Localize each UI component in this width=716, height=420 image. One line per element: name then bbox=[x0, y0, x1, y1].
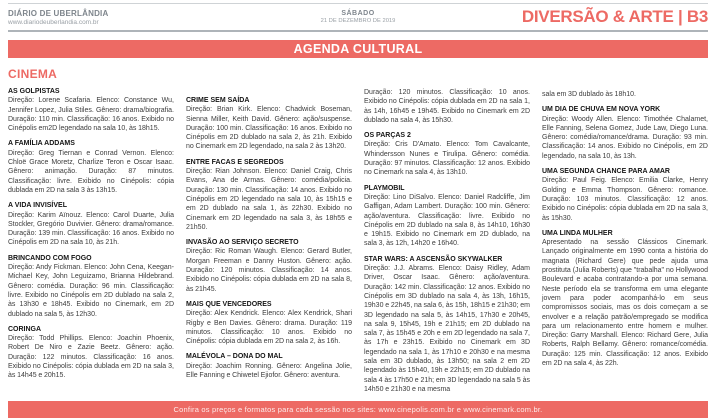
movie-details: Duração: 120 minutos. Classificação: 10 anos. Exibido no Cinépolis: cópia dublada em 2D na sala 1, às 14h, 16h45 e 19h45. Exibido no Cinemark em 2D dublado na sala 4, às 15h30. bbox=[364, 89, 530, 124]
newspaper-page bbox=[0, 3, 716, 420]
section-label: DIVERSÃO & ARTE | B3 bbox=[521, 7, 708, 26]
newspaper-url: www.diariodeuberlandia.com.br bbox=[8, 18, 99, 26]
movie-entry bbox=[186, 300, 352, 346]
movie-entry-continuation bbox=[364, 88, 530, 125]
movie-entry bbox=[8, 87, 174, 133]
movie-title: AS GOLPISTAS bbox=[8, 88, 60, 95]
banner-title: AGENDA CULTURAL bbox=[293, 42, 423, 56]
movie-entry bbox=[8, 139, 174, 195]
movie-details: Direção: Paul Feig. Elenco: Emilia Clarke, Henry Golding e Emma Thompson. Gênero: romance. Duração: 103 minutos. Classificação: 12 anos. Exibido no Cinépolis: cópia dublada em 2D na sala 3, às 15h30. bbox=[542, 177, 708, 222]
movie-title: UMA LINDA MULHER bbox=[542, 229, 613, 237]
movie-title: CORINGA bbox=[8, 325, 42, 333]
movie-details: Apresentado na sessão Clássicos Cinemark. Lançado originalmente em 1990 conta a história do magnata (Richard Gere) que pede ajuda uma prostituta (Julia Roberts) que "trabalha" no Hollywood Boulevard e acaba contratando-a por uma semana. Neste período ela se transforma em uma elegante jovem para poder acompanhá-lo em seus compromissos sociais, mas os dois começam a se envolver e a relação patrão/empregado se modifica para um relacionamento entre homem e mulher. Direção: Garry Marshall. Elenco: Richard Gere, Julia Roberts, Ralph Bellamy. Gênero: romance/comédia. Duração: 125 min. Classificação: 12 anos. Exibido em 2D na sala 4, às 22h. bbox=[542, 239, 708, 368]
movie-details: Direção: J.J. Abrams. Elenco: Daisy Ridley, Adam Driver, Oscar Isaac. Gênero: ação/aventura. Duração: 142 min. Classificação: 12 anos. Exibido no Cinépolis em 3D dublado na sala 4, às 13h, 16h15, 19h30 e 22h45, na sala 6, às 15h, 18h15 e 21h30; em 3D legendado na sala 5, às 14h15, 17h30 e 20h45, na sala 9, 15h45, 19h e 21h15; em 2D dublado na sala 7, às 15h45 e 20h e em 2D legendado na sala 7, às 17h e 23h15. Exibido no Cinemark em 3D legendado na sala 1, às 17h10 e 20h30 e na mesma sala em 3D dublado, às 13h50; na sala 2 em 2D legendado às 15h40, 19h e 22h15; em 2D dublado na sala 4 às 17h50 e 21h; em 3D legendado na sala 5 às 14h50 e 21h30 e na mesma bbox=[364, 265, 530, 393]
newspaper-name: DIÁRIO DE UBERLÂNDIA bbox=[8, 8, 109, 18]
movie-title: BRINCANDO COM FOGO bbox=[8, 254, 92, 262]
movie-entry-continuation bbox=[542, 90, 708, 99]
movie-entry bbox=[542, 167, 708, 223]
masthead-right bbox=[488, 7, 708, 27]
movie-title: MALÉVOLA – DONA DO MAL bbox=[186, 353, 283, 361]
movie-entry bbox=[8, 254, 174, 319]
weekday-label: SÁBADO bbox=[341, 10, 375, 17]
movie-title: ENTRE FACAS E SEGREDOS bbox=[186, 158, 284, 166]
listings-columns bbox=[8, 87, 708, 393]
movie-title: CRIME SEM SAÍDA bbox=[186, 97, 250, 104]
movie-details: Direção: Andy Fickman. Elenco: John Cena, Keegan-Michael Key, John Leguizamo, Brianna Hildebrand. Gênero: comédia. Duração: 96 min. Classificação: livre. Exibido no Cinépolis em 2D dublado na sala 2, às 13h30 e 18h45. Exibido no Cinemark, em 2D dublado na sala 5, às 12h30. bbox=[8, 264, 174, 318]
movie-details: Direção: Ric Roman Waugh. Elenco: Gerard Butler, Morgan Freeman e Danny Huston. Gênero: ação. Duração: 120 minutos. Classificação: 14 anos. Exibido no Cinépolis: cópia dublada em 2D na sala 8, às 21h45. bbox=[186, 248, 352, 293]
movie-title: STAR WARS: A ASCENSÃO SKYWALKER bbox=[364, 255, 503, 263]
cinema-heading: CINEMA bbox=[8, 67, 58, 81]
footer-text: Confira os preços e formatos para cada sessão nos sites: www.cinepolis.com.br e www.cinemark.com.br. bbox=[173, 405, 543, 414]
movie-title: MAIS QUE VENCEDORES bbox=[186, 300, 272, 308]
movie-title: A FAMÍLIA ADDAMS bbox=[8, 140, 75, 148]
movie-entry bbox=[186, 238, 352, 294]
column-3 bbox=[364, 87, 530, 393]
masthead bbox=[8, 3, 708, 32]
movie-title: OS PARÇAS 2 bbox=[364, 132, 411, 140]
movie-title: INVASÃO AO SERVIÇO SECRETO bbox=[186, 239, 299, 247]
movie-title: UMA SEGUNDA CHANCE PARA AMAR bbox=[542, 168, 670, 176]
masthead-center bbox=[228, 10, 488, 24]
movie-details: Direção: Woody Allen. Elenco: Timothée Chalamet, Elle Fanning, Selena Gomez, Jude Law, Diego Luna. Gênero: comédia/romance/drama. Duração: 93 min. Classificação: 14 anos. Exibido no Cinépolis, em 2D legendado, na sala 10, às 13h. bbox=[542, 115, 708, 160]
movie-entry bbox=[8, 325, 174, 381]
footer-bar bbox=[8, 401, 708, 418]
column-2 bbox=[186, 87, 352, 393]
movie-entry bbox=[364, 184, 530, 249]
movie-details: Direção: Cris D'Amato. Elenco: Tom Cavalcante, Whindersson Nunes e Tirulipa. Gênero: comédia. Duração: 97 minutos. Classificação: 12 anos. Exibido no Cinemark na sala 4, às 13h10. bbox=[364, 141, 530, 177]
movie-title: UM DIA DE CHUVA EM NOVA YORK bbox=[542, 106, 661, 114]
column-4 bbox=[542, 87, 708, 393]
movie-details: sala em 3D dublado às 18h10. bbox=[542, 91, 636, 98]
movie-details: Direção: Rian Johnson. Elenco: Daniel Craig, Chris Evans, Ana de Armas. Gênero: comédia/policia. Duração: 130 min. Classificação: 14 anos. Exibido no Cinépolis em 2D legendado na sala 10, às 15h15 e em 2D dublado na sala 1, às 22h30. Exibido no Cinemark em 2D legendado na sala 3, às 18h55 e 21h50. bbox=[186, 168, 352, 231]
movie-entry bbox=[542, 229, 708, 368]
column-1 bbox=[8, 87, 174, 393]
movie-title: A VIDA INVISÍVEL bbox=[8, 202, 67, 210]
movie-entry bbox=[364, 255, 530, 393]
movie-entry bbox=[186, 158, 352, 232]
movie-entry bbox=[186, 96, 352, 152]
movie-details: Direção: Lorene Scafaria. Elenco: Constance Wu, Jennifer Lopez, Julia Stiles. Gênero: drama/biografia. Duração: 110 min. Classificação: 16 anos. Exibido no Cinépolis em2D legendado na sala 10, às 18h15. bbox=[8, 97, 174, 133]
movie-details: Direção: Joachim Ronning. Gênero: Angelina Jolie, Elle Fanning e Chiwetel Ejiofor. Gênero: aventura. bbox=[186, 362, 352, 380]
movie-entry bbox=[8, 201, 174, 247]
movie-details: Direção: Brian Kirk. Elenco: Chadwick Boseman, Sienna Miller, Keith David. Gênero: ação/suspense. Duração: 100 min. Classificação: 16 anos. Exibido no Cinépolis em 2D dublado na sala 2, às 21h. Exibido no Cinemark em 2D legendado, na sala 2 às 13h20. bbox=[186, 106, 352, 151]
movie-entry bbox=[364, 131, 530, 177]
movie-details: Direção: Alex Kendrick. Elenco: Alex Kendrick, Shari Rigby e Ben Davies. Gênero: drama. Duração: 119 minutos. Classificação: 10 anos. Exibido no Cinépolis: cópia dublada em 2D na sala 2, às 16h. bbox=[186, 310, 352, 346]
movie-details: Direção: Karim Aïnouz. Elenco: Carol Duarte, Julia Stockler, Gregório Duvivier. Gênero: drama/romance. Duração: 139 min. Classificação: 16 anos. Exibido no Cinépolis em 2D na sala 10, às 21h. bbox=[8, 211, 174, 247]
movie-details: Direção: Lino DiSalvo. Elenco: Daniel Radcliffe, Jim Gaffigan, Adam Lambert. Duração: 100 min. Gênero: ação/aventura. Classificação: livre. Exibido no Cinépolis em 2D dublado na sala 8, às 14h10, 16h30 e 19h15. Exibido no Cinemark em 2D dublado, na sala 3, às 12h, 14h20 e 16h40. bbox=[364, 193, 530, 248]
masthead-left bbox=[8, 9, 228, 26]
movie-entry bbox=[542, 105, 708, 161]
movie-details: Direção: Greg Tiernan e Conrad Vernon. Elenco: Chloë Grace Moretz, Charlize Teron e Oscar Isaac. Gênero: animação. Duração: 87 minutos. Classificação: livre. Exibido no Cinépolis: cópia dublada em 2D na sala 3 às 13h15. bbox=[8, 149, 174, 194]
agenda-cultural-banner bbox=[8, 40, 708, 58]
movie-details: Direção: Todd Phillips. Elenco: Joachin Phoenix, Robert De Niro e Zazie Beetz. Gênero: ação. Duração: 122 minutos. Classificação: 16 anos. Exibido no Cinépolis: cópia dublada em 2D na sala 3, às 14h45 e 20h15. bbox=[8, 335, 174, 380]
date-label: 21 DE DEZEMBRO DE 2019 bbox=[320, 18, 396, 24]
movie-entry bbox=[186, 352, 352, 380]
movie-title: PLAYMOBIL bbox=[364, 184, 405, 192]
